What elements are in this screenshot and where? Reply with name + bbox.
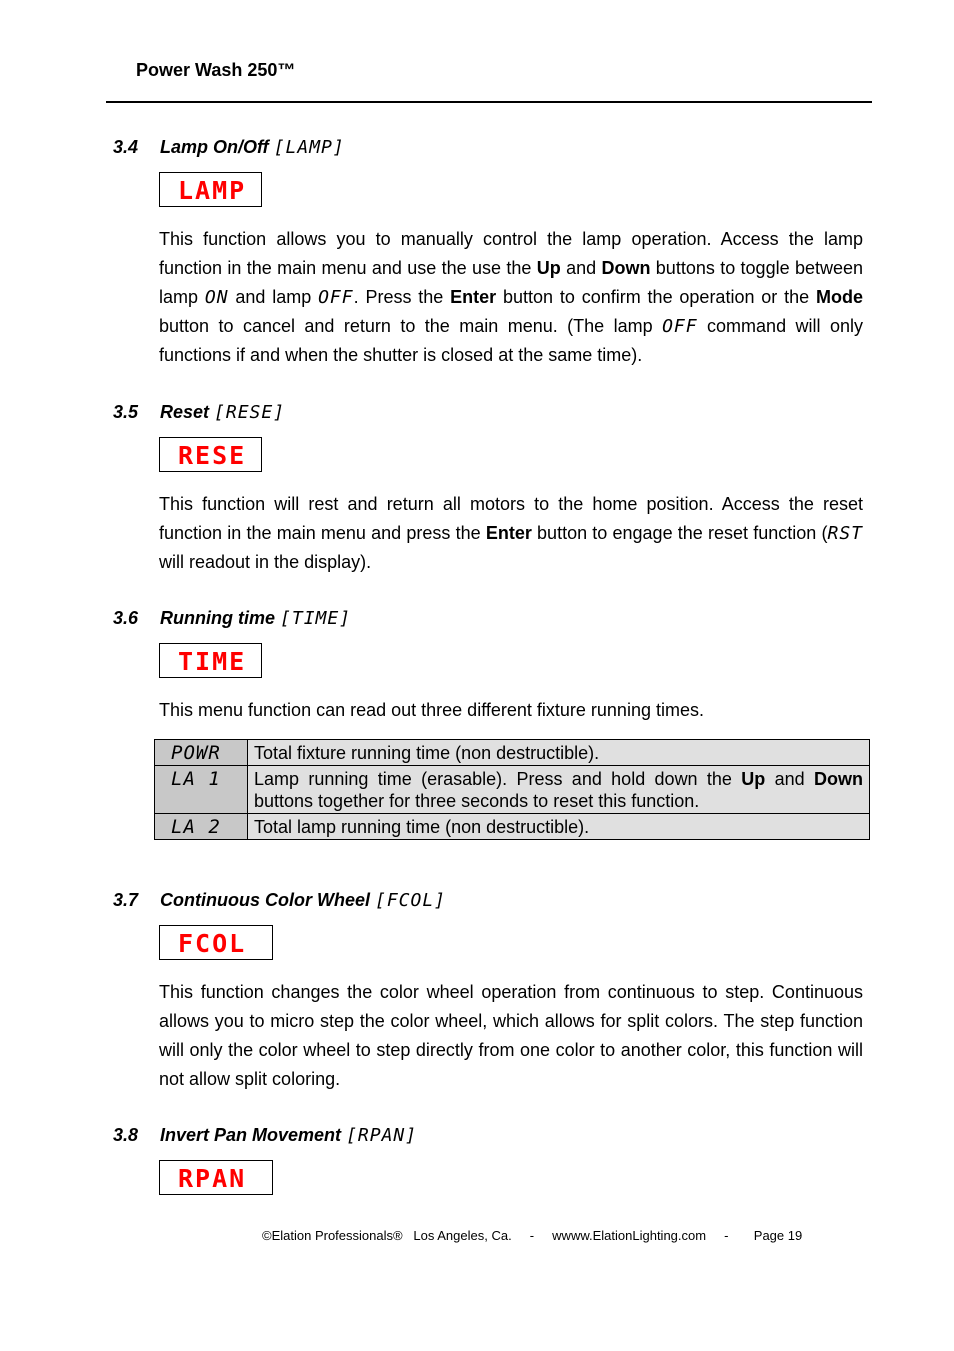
table-code-cell: POWR <box>155 740 248 766</box>
table-code-cell: LA 1 <box>155 766 248 814</box>
page-footer: ©Elation Professionals® Los Angeles, Ca. - wwww.ElationLighting.com - Page 19 <box>262 1228 803 1243</box>
section-number: 3.4 <box>113 137 139 157</box>
section-title: Running time <box>160 608 275 628</box>
lcd-display-fcol: FCOL <box>159 925 273 960</box>
paragraph-time: This menu function can read out three different fixture running times. <box>159 700 704 720</box>
section-number: 3.6 <box>113 608 139 628</box>
header-title: Power Wash 250™ <box>136 60 296 80</box>
section-heading-time <box>113 608 351 629</box>
table-desc-cell: Total lamp running time (non destructible). <box>248 814 870 840</box>
section-heading-fcol <box>113 890 446 911</box>
section-title: Invert Pan Movement <box>160 1125 342 1145</box>
footer-website: wwww.ElationLighting.com <box>552 1228 707 1243</box>
lcd-display-rpan: RPAN <box>159 1160 273 1195</box>
paragraph-reset: This function will rest and return all motors to the home position. Access the reset function in the main menu and press the Enter button to engage the reset function (RST will readout in the display). <box>159 494 863 572</box>
lcd-display-time: TIME <box>159 643 262 678</box>
running-time-table <box>154 739 870 840</box>
lcd-display-reset: RESE <box>159 437 262 472</box>
footer-location: Los Angeles, Ca. <box>413 1228 512 1243</box>
table-row <box>155 814 870 840</box>
paragraph-fcol: This function changes the color wheel operation from continuous to step. Continuous allows you to micro step the color wheel, which allows for split colors. The step function will only the color wheel to step directly from one color to another color, this function will not allow split coloring. <box>159 982 863 1089</box>
table-code-cell: LA 2 <box>155 814 248 840</box>
section-number: 3.5 <box>113 402 139 422</box>
footer-copyright: ©Elation Professionals® <box>262 1228 403 1243</box>
section-code: [RPAN] <box>346 1125 418 1146</box>
header-rule <box>106 101 872 103</box>
section-code: [LAMP] <box>273 137 345 158</box>
paragraph-lamp: This function allows you to manually control the lamp operation. Access the lamp function in the main menu and use the use the Up and Down buttons to toggle between lamp ON and lamp OFF. Press the Enter button to confirm the operation or the Mode button to cancel and return to the main menu. (The lamp OFF command will only functions if and when the shutter is closed at the same time). <box>159 229 863 365</box>
section-title: Lamp On/Off <box>160 137 269 157</box>
table-row <box>155 766 870 814</box>
section-code: [RESE] <box>214 402 286 423</box>
section-code: [TIME] <box>280 608 352 629</box>
section-number: 3.8 <box>113 1125 139 1145</box>
section-heading-lamp <box>113 137 345 158</box>
section-title: Reset <box>160 402 210 422</box>
table-row <box>155 740 870 766</box>
section-number: 3.7 <box>113 890 139 910</box>
footer-page-number: Page 19 <box>753 1228 803 1243</box>
section-title: Continuous Color Wheel <box>160 890 370 910</box>
lcd-display-lamp: LAMP <box>159 172 262 207</box>
section-heading-rpan <box>113 1125 417 1146</box>
table-desc-cell: Lamp running time (erasable). Press and hold down the Up and Down buttons together for three seconds to reset this function. <box>248 766 870 814</box>
section-heading-reset <box>113 402 285 423</box>
section-code: [FCOL] <box>375 890 447 911</box>
table-desc-cell: Total fixture running time (non destructible). <box>248 740 870 766</box>
